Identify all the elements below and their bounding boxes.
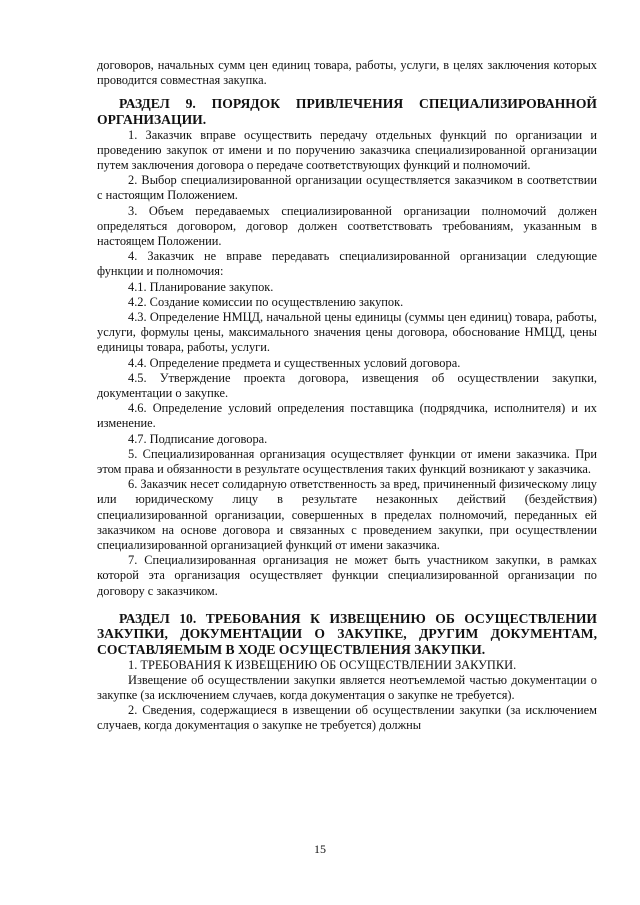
paragraph: 1. Заказчик вправе осуществить передачу отдельных функций по организации и проведению закупок от имени и по поручению заказчика специализированной организации путем заключения договора о передаче соответствующих функций и полномочий. (97, 127, 597, 172)
paragraph: 4.2. Создание комиссии по осуществлению закупок. (128, 294, 404, 309)
paragraph: 2. Сведения, содержащиеся в извещении об осуществлении закупки (за исключением случаев, когда документация о закупке не требуется) должны (97, 703, 597, 733)
paragraph: 4.5. Утверждение проекта договора, извещения об осуществлении закупки, документации о закупке. (97, 370, 597, 401)
paragraph: 4.7. Подписание договора. (128, 431, 268, 446)
paragraph: 4.3. Определение НМЦД, начальной цены единицы (суммы цен единиц) товара, работы, услуги, формулы цены, максимального значения цены договора, обоснование НМЦД, цены единицы товара, работы, услуги. (97, 310, 597, 355)
paragraph: 7. Специализированная организация не может быть участником закупки, в рамках которой эта организация осуществляет функции специализированной организации по договору с заказчиком. (97, 553, 597, 598)
paragraph: 4.6. Определение условий определения поставщика (подрядчика, исполнителя) и их изменение. (97, 401, 597, 431)
paragraph: 3. Объем передаваемых специализированной организации полномочий должен определяться договором, договор должен соответствовать требованиям, указанным в настоящем Положении. (97, 203, 597, 249)
paragraph: 5. Специализированная организация осуществляет функции от имени заказчика. При этом права и обязанности в результате осуществления таких функций возникают у заказчика. (97, 446, 597, 477)
paragraph: 2. Выбор специализированной организации осуществляется заказчиком в соответствии с настоящим Положением. (97, 173, 597, 203)
paragraph: Извещение об осуществлении закупки является неотъемлемой частью документации о закупке (за исключением случаев, когда документация о закупке не требуется). (97, 672, 597, 703)
document-page (97, 58, 597, 734)
paragraph: 6. Заказчик несет солидарную ответственность за вред, причиненный физическому лицу или юридическому лицу в результате незаконных действий (бездействия) специализированной организации, совершенных в пределах полномочий, переданных ей заказчиком на основе договора и связанных с проведением закупки, при осуществлении специализированной организацией функций от имени заказчика. (97, 477, 597, 553)
section-9-heading: РАЗДЕЛ 9. ПОРЯДОК ПРИВЛЕЧЕНИЯ СПЕЦИАЛИЗИРОВАННОЙ ОРГАНИЗАЦИИ. (97, 96, 597, 127)
page-number: 15 (314, 842, 326, 856)
section-10-heading: РАЗДЕЛ 10. ТРЕБОВАНИЯ К ИЗВЕЩЕНИЮ ОБ ОСУЩЕСТВЛЕНИИ ЗАКУПКИ, ДОКУМЕНТАЦИИ О ЗАКУПКЕ, ДРУГИМ ДОКУМЕНТАМ, СОСТАВЛЯЕМЫМ В ХОДЕ ОСУЩЕСТВЛЕНИЯ ЗАКУПКИ. (97, 610, 597, 658)
paragraph: договоров, начальных сумм цен единиц товара, работы, услуги, в целях заключения которых проводится совместная закупка. (97, 58, 597, 88)
paragraph: 4.1. Планирование закупок. (128, 279, 274, 294)
paragraph: 1. ТРЕБОВАНИЯ К ИЗВЕЩЕНИЮ ОБ ОСУЩЕСТВЛЕНИИ ЗАКУПКИ. (128, 657, 517, 672)
paragraph: 4. Заказчик не вправе передавать специализированной организации следующие функции и полномочия: (97, 249, 597, 279)
paragraph: 4.4. Определение предмета и существенных условий договора. (128, 355, 461, 370)
